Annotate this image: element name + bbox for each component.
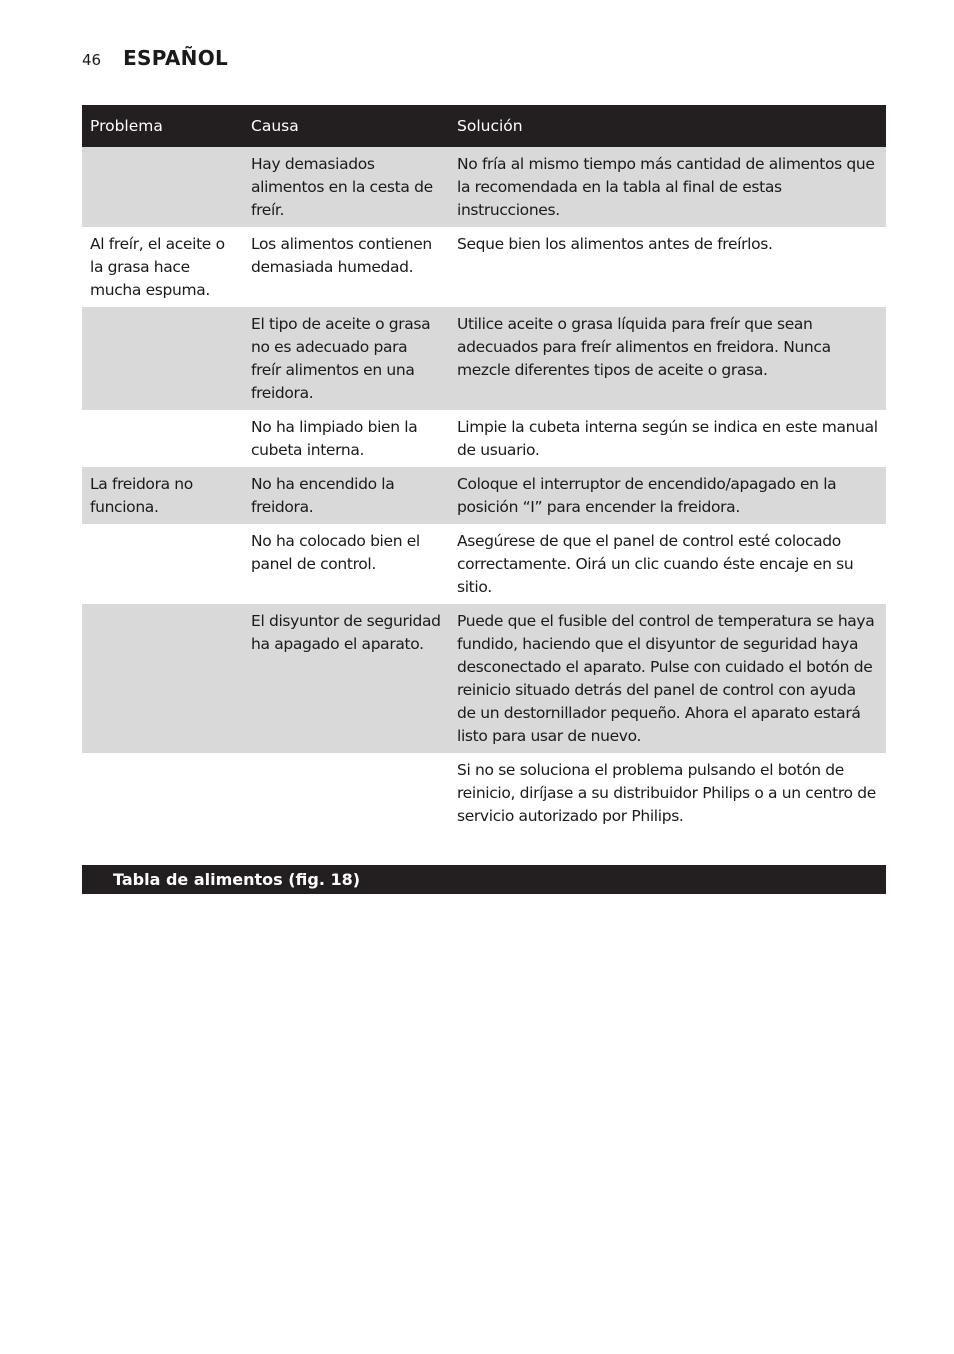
page-number: 46: [82, 51, 102, 69]
cause-cell: No ha encendido la freidora.: [243, 467, 449, 524]
section-heading: Tabla de alimentos (fig. 18): [113, 870, 361, 889]
problem-cell: Al freír, el aceite o la grasa hace mucha espuma.: [90, 235, 225, 299]
table-row: [82, 147, 886, 227]
solution-cell: Asegúrese de que el panel de control esté colocado correctamente. Oirá un clic cuando éste encaje en su sitio.: [457, 532, 854, 596]
problem-cell: La freidora no funciona.: [82, 467, 243, 524]
solution-cell: No fría al mismo tiempo más cantidad de alimentos que la recomendada en la tabla al final de estas instrucciones.: [449, 147, 886, 227]
column-header-problem: Problema: [82, 105, 243, 147]
table-row: [82, 524, 886, 604]
problem-cell: [82, 147, 243, 227]
table-row: [82, 307, 886, 410]
problem-cell: [82, 753, 243, 833]
solution-cell: Limpie la cubeta interna según se indica en este manual de usuario.: [457, 418, 878, 459]
solution-cell: Seque bien los alimentos antes de freírlos.: [457, 235, 773, 253]
table-header-row: [82, 105, 886, 147]
table-row: [82, 227, 886, 307]
table-row: [82, 410, 886, 467]
problem-cell: [82, 524, 243, 604]
problem-cell: [82, 410, 243, 467]
column-header-solution: Solución: [449, 105, 886, 147]
troubleshooting-table: [82, 105, 886, 833]
section-heading-bar: [82, 865, 886, 894]
cause-cell: [243, 753, 449, 833]
cause-cell: El disyuntor de seguridad ha apagado el aparato.: [243, 604, 449, 753]
table-row: [82, 604, 886, 753]
page-language-heading: ESPAÑOL: [123, 46, 229, 70]
column-header-cause: Causa: [243, 105, 449, 147]
solution-cell: Si no se soluciona el problema pulsando el botón de reinicio, diríjase a su distribuidor Philips o a un centro de servicio autorizado por Philips.: [457, 761, 876, 825]
table-row: [82, 467, 886, 524]
table-body: [82, 147, 886, 833]
solution-cell: Coloque el interruptor de encendido/apagado en la posición “I” para encender la freidora.: [449, 467, 886, 524]
cause-cell: El tipo de aceite o grasa no es adecuado para freír alimentos en una freidora.: [243, 307, 449, 410]
cause-cell: No ha colocado bien el panel de control.: [251, 532, 420, 573]
page-header: [82, 46, 228, 76]
cause-cell: Los alimentos contienen demasiada humedad.: [251, 235, 432, 276]
cause-cell: Hay demasiados alimentos en la cesta de freír.: [243, 147, 449, 227]
table-row: [82, 753, 886, 833]
problem-cell: [82, 307, 243, 410]
cause-cell: No ha limpiado bien la cubeta interna.: [251, 418, 418, 459]
problem-cell: [82, 604, 243, 753]
solution-cell: Utilice aceite o grasa líquida para freír que sean adecuados para freír alimentos en freidora. Nunca mezcle diferentes tipos de aceite o grasa.: [449, 307, 886, 410]
solution-cell: Puede que el fusible del control de temperatura se haya fundido, haciendo que el disyuntor de seguridad haya desconectado el aparato. Pulse con cuidado el botón de reinicio situado detrás del panel de control con ayuda de un destornillador pequeño. Ahora el aparato estará listo para usar de nuevo.: [449, 604, 886, 753]
